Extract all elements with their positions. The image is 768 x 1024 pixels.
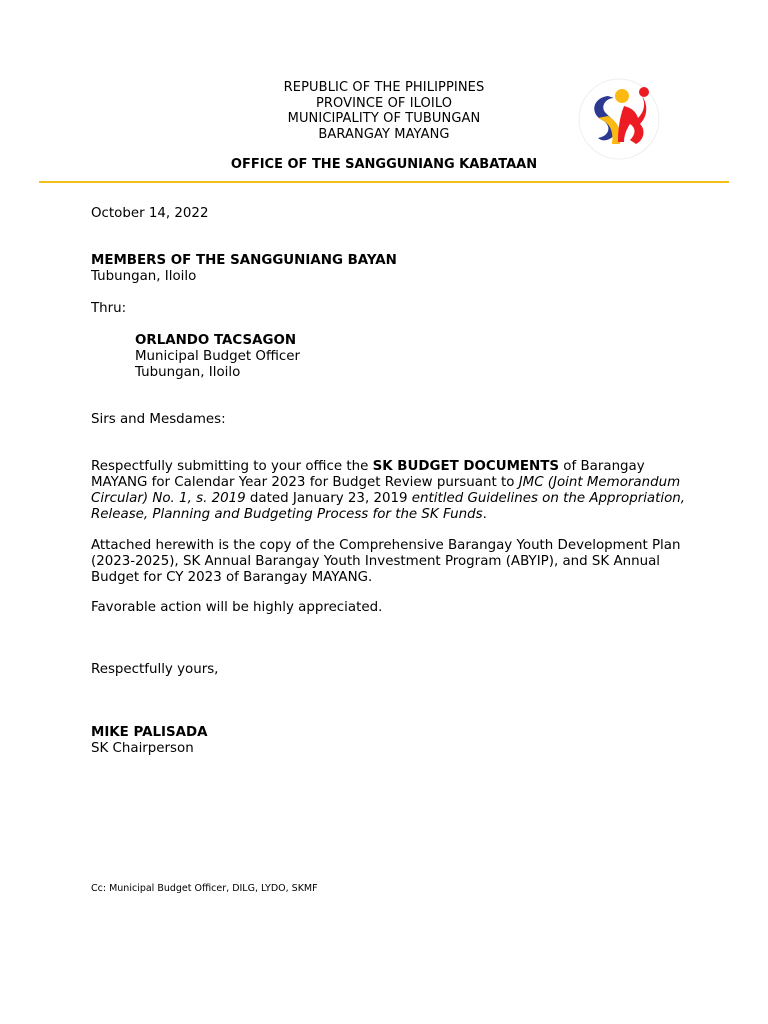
- p1-jmc-reference: JMC (Joint Memorandum Circular) No. 1, s. 2019: [91, 475, 681, 506]
- p1-guidelines-title: entitled Guidelines on the Appropriation, Release, Planning and Budgeting Process for the SK Funds: [91, 491, 686, 522]
- p1-text-g: .: [482, 507, 487, 522]
- signatory-title: SK Chairperson: [91, 741, 194, 756]
- thru-label: Thru:: [91, 301, 127, 316]
- letterhead-line-3: MUNICIPALITY OF TUBUNGAN: [287, 111, 481, 126]
- addressee-name: MEMBERS OF THE SANGGUNIANG BAYAN: [91, 253, 397, 268]
- body-paragraph-1: [91, 459, 691, 523]
- header-divider: [39, 181, 729, 183]
- p1-text-e: dated January 23, 2019: [245, 491, 412, 506]
- letterhead-line-1: REPUBLIC OF THE PHILIPPINES: [283, 80, 485, 95]
- signatory-name: MIKE PALISADA: [91, 725, 208, 740]
- addressee-place: Tubungan, Iloilo: [91, 269, 197, 284]
- thru-title: Municipal Budget Officer: [135, 349, 301, 364]
- salutation: Sirs and Mesdames:: [91, 412, 226, 427]
- p1-text-c: of Barangay MAYANG for Calendar Year 2023 for Budget Review pursuant to: [91, 459, 645, 490]
- letter-date: October 14, 2022: [91, 206, 209, 221]
- body-paragraph-2: Attached herewith is the copy of the Comprehensive Barangay Youth Development Plan (2023-2025), SK Annual Barangay Youth Investment Program (ABYIP), and SK Annual Budget for CY 2023 of Barangay MAYANG.: [91, 538, 681, 585]
- p1-text-a: Respectfully submitting to your office the: [91, 459, 373, 474]
- cc-line: Cc: Municipal Budget Officer, DILG, LYDO, SKMF: [91, 883, 318, 894]
- thru-place: Tubungan, Iloilo: [135, 365, 241, 380]
- body-paragraph-3: Favorable action will be highly appreciated.: [91, 600, 383, 615]
- thru-name: ORLANDO TACSAGON: [135, 333, 297, 348]
- letterhead-line-2: PROVINCE OF ILOILO: [315, 95, 453, 111]
- letterhead-line-4: BARANGAY MAYANG: [318, 126, 450, 142]
- closing: Respectfully yours,: [91, 662, 219, 677]
- p1-emphasis: SK BUDGET DOCUMENTS: [372, 459, 560, 474]
- sk-logo-icon: [578, 78, 660, 160]
- office-title: OFFICE OF THE SANGGUNIANG KABATAAN: [230, 157, 538, 172]
